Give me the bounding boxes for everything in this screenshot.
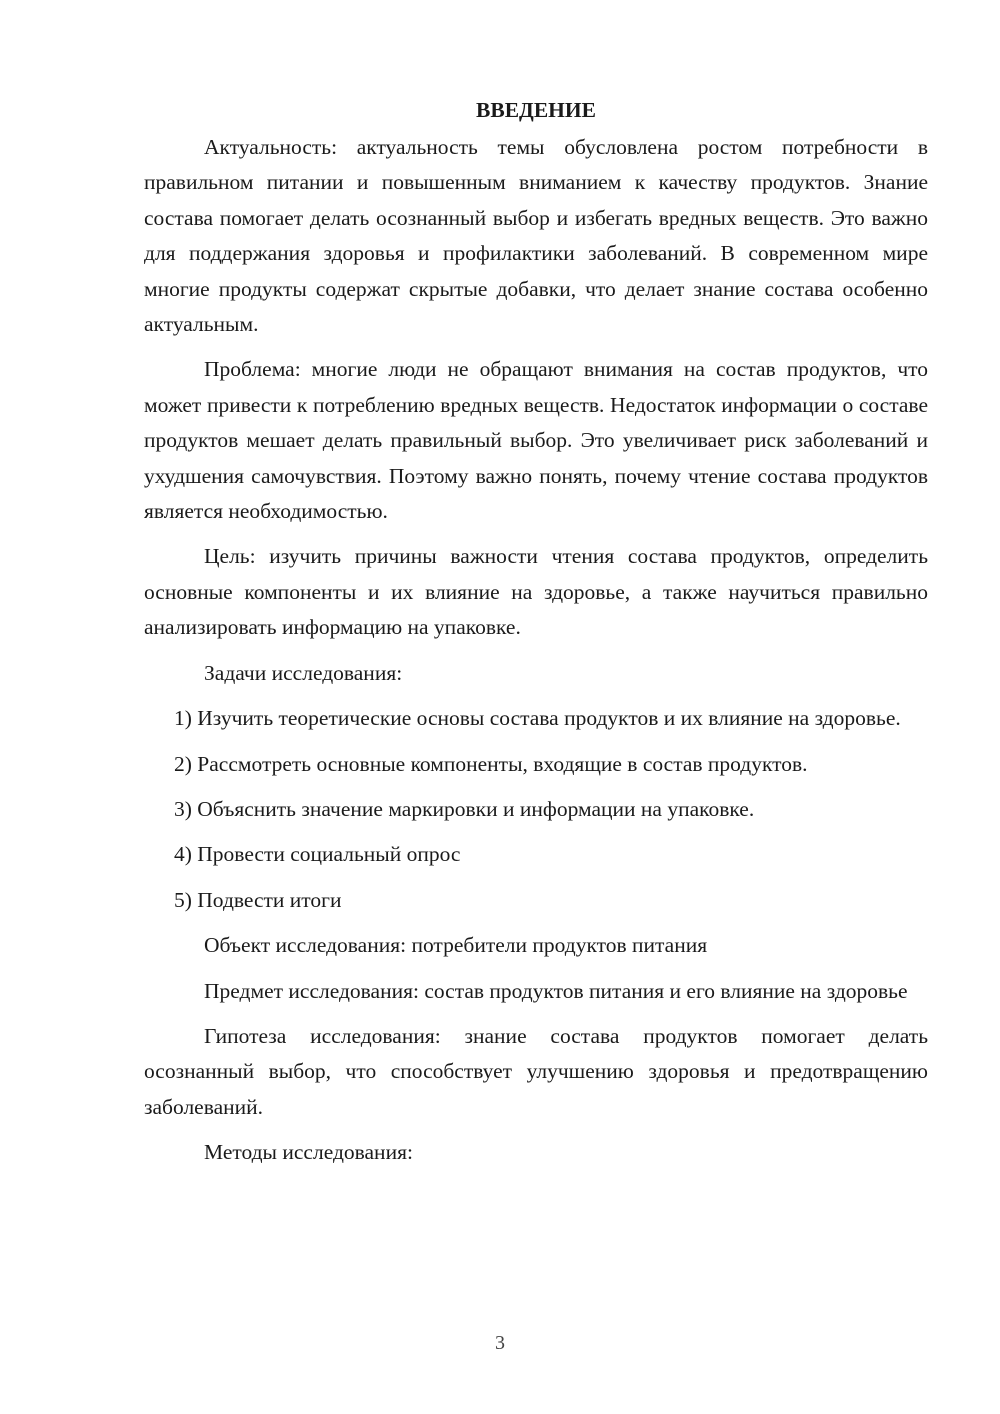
problem-paragraph: Проблема: многие люди не обращают внимания на состав продуктов, что может привести к потреблению вредных веществ. Недостаток информации о составе продуктов мешает делать правильный выбор. Это увеличивает риск заболеваний и ухудшения самочувствия. Поэтому важно понять, почему чтение состава продуктов является необходимостью. <box>144 357 928 524</box>
task-item-2: 2) Рассмотреть основные компоненты, входящие в состав продуктов. <box>174 751 808 776</box>
page-title: ВВЕДЕНИЕ <box>476 98 596 122</box>
hypothesis-paragraph: Гипотеза исследования: знание состава продуктов помогает делать осознанный выбор, что способствует улучшению здоровья и предотвращению заболеваний. <box>144 1023 928 1119</box>
task-item-3: 3) Объяснить значение маркировки и информации на упаковке. <box>174 796 755 821</box>
task-item-5: 5) Подвести итоги <box>174 887 342 912</box>
goal-paragraph: Цель: изучить причины важности чтения состава продуктов, определить основные компоненты и их влияние на здоровье, а также научиться правильно анализировать информацию на упаковке. <box>144 544 928 640</box>
relevance-paragraph: Актуальность: актуальность темы обусловлена ростом потребности в правильном питании и повышенным вниманием к качеству продуктов. Знание состава помогает делать осознанный выбор и избегать вредных веществ. Это важно для поддержания здоровья и профилактики заболеваний. В современном мире многие продукты содержат скрытые добавки, что делает знание состава особенно актуальным. <box>144 135 928 337</box>
tasks-heading: Задачи исследования: <box>204 660 403 685</box>
page-number: 3 <box>495 1332 505 1354</box>
page-content <box>144 92 928 1181</box>
task-item-1: 1) Изучить теоретические основы состава продуктов и их влияние на здоровье. <box>174 706 901 731</box>
methods-heading: Методы исследования: <box>204 1140 413 1165</box>
research-subject-paragraph: Предмет исследования: состав продуктов питания и его влияние на здоровье <box>204 978 908 1003</box>
task-item-4: 4) Провести социальный опрос <box>174 842 461 867</box>
research-object-paragraph: Объект исследования: потребители продуктов питания <box>204 933 708 958</box>
